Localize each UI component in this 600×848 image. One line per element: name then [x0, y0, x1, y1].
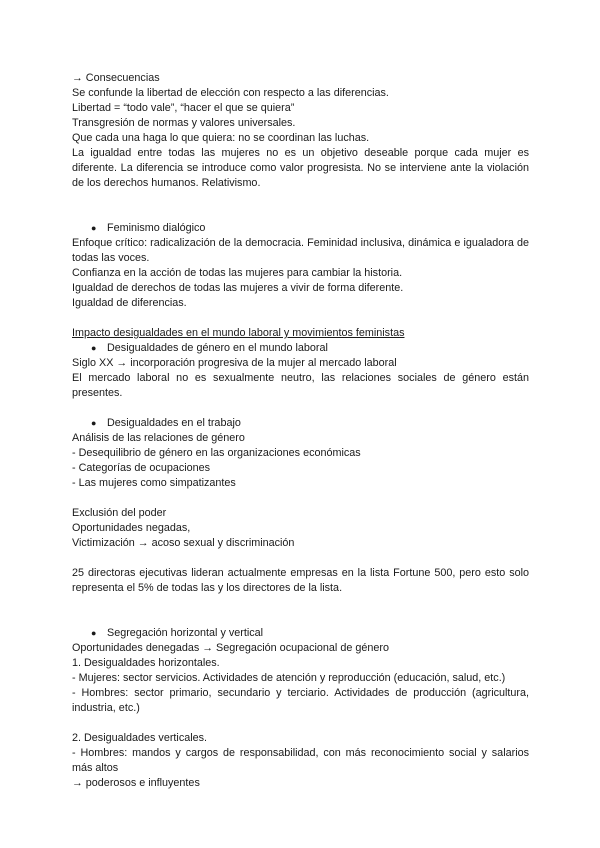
bullet-label: Segregación horizontal y vertical [107, 627, 264, 639]
paragraph-enfoque: Enfoque crítico: radicalización de la democracia. Feminidad inclusiva, dinámica e igualadora de todas las voces. [72, 237, 529, 264]
list-item: - Categorías de ocupaciones [72, 462, 211, 474]
list-item: - Desequilibrio de género en las organizaciones económicas [72, 447, 361, 459]
bullet-desigualdades-genero [72, 341, 529, 356]
paragraph-line: → poderosos e influyentes [72, 777, 200, 789]
paragraph-line: Oportunidades negadas, [72, 522, 191, 534]
list-item: - Mujeres: sector servicios. Actividades de atención y reproducción (educación, salud, etc.) [72, 672, 506, 684]
bullet-label: Desigualdades de género en el mundo laboral [107, 342, 328, 354]
paragraph-line: Victimización → acoso sexual y discriminación [72, 537, 295, 549]
bullet-label: Desigualdades en el trabajo [107, 417, 241, 429]
bullet-segregacion [72, 626, 529, 641]
paragraph-igualdad: La igualdad entre todas las mujeres no es un objetivo deseable porque cada mujer es diferente. La diferencia se introduce como valor progresista. No se interviene ante la violación de los derechos humanos. Relativismo. [72, 147, 529, 189]
paragraph-line: Igualdad de derechos de todas las mujeres a vivir de forma diferente. [72, 282, 404, 294]
paragraph-line: Análisis de las relaciones de género [72, 432, 245, 444]
bullet-icon: ● [91, 343, 97, 353]
paragraph-mercado: El mercado laboral no es sexualmente neutro, las relaciones sociales de género están presentes. [72, 372, 529, 399]
bullet-feminismo-dialogico [72, 221, 529, 236]
bullet-icon: ● [91, 418, 97, 428]
list-heading: 1. Desigualdades horizontales. [72, 657, 220, 669]
document-page [72, 71, 529, 791]
list-item: - Las mujeres como simpatizantes [72, 477, 236, 489]
paragraph-fortune-500: 25 directoras ejecutivas lideran actualmente empresas en la lista Fortune 500, pero esto solo representa el 5% de todas las y los directores de la lista. [72, 567, 529, 594]
paragraph-line: Siglo XX → incorporación progresiva de la mujer al mercado laboral [72, 357, 397, 369]
paragraph-line: Libertad = “todo vale”, “hacer el que se quiera” [72, 102, 295, 114]
paragraph-line: Oportunidades denegadas → Segregación ocupacional de género [72, 642, 389, 654]
paragraph-line: Que cada una haga lo que quiera: no se coordinan las luchas. [72, 132, 370, 144]
list-heading: 2. Desigualdades verticales. [72, 732, 208, 744]
paragraph-line: Se confunde la libertad de elección con respecto a las diferencias. [72, 87, 389, 99]
paragraph-line: Exclusión del poder [72, 507, 167, 519]
bullet-icon: ● [91, 223, 97, 233]
bullet-icon: ● [91, 628, 97, 638]
list-item: - Hombres: mandos y cargos de responsabilidad, con más reconocimiento social y salarios más altos [72, 747, 529, 774]
section-heading-consecuencias: → Consecuencias [72, 72, 160, 84]
paragraph-line: Transgresión de normas y valores universales. [72, 117, 296, 129]
section-title-impacto: Impacto desigualdades en el mundo laboral y movimientos feministas [72, 327, 405, 339]
paragraph-line: Confianza en la acción de todas las mujeres para cambiar la historia. [72, 267, 403, 279]
list-item: - Hombres: sector primario, secundario y terciario. Actividades de producción (agricultura, industria, etc.) [72, 687, 529, 714]
bullet-label: Feminismo dialógico [107, 222, 206, 234]
paragraph-line: Igualdad de diferencias. [72, 297, 187, 309]
bullet-desigualdades-trabajo [72, 416, 529, 431]
